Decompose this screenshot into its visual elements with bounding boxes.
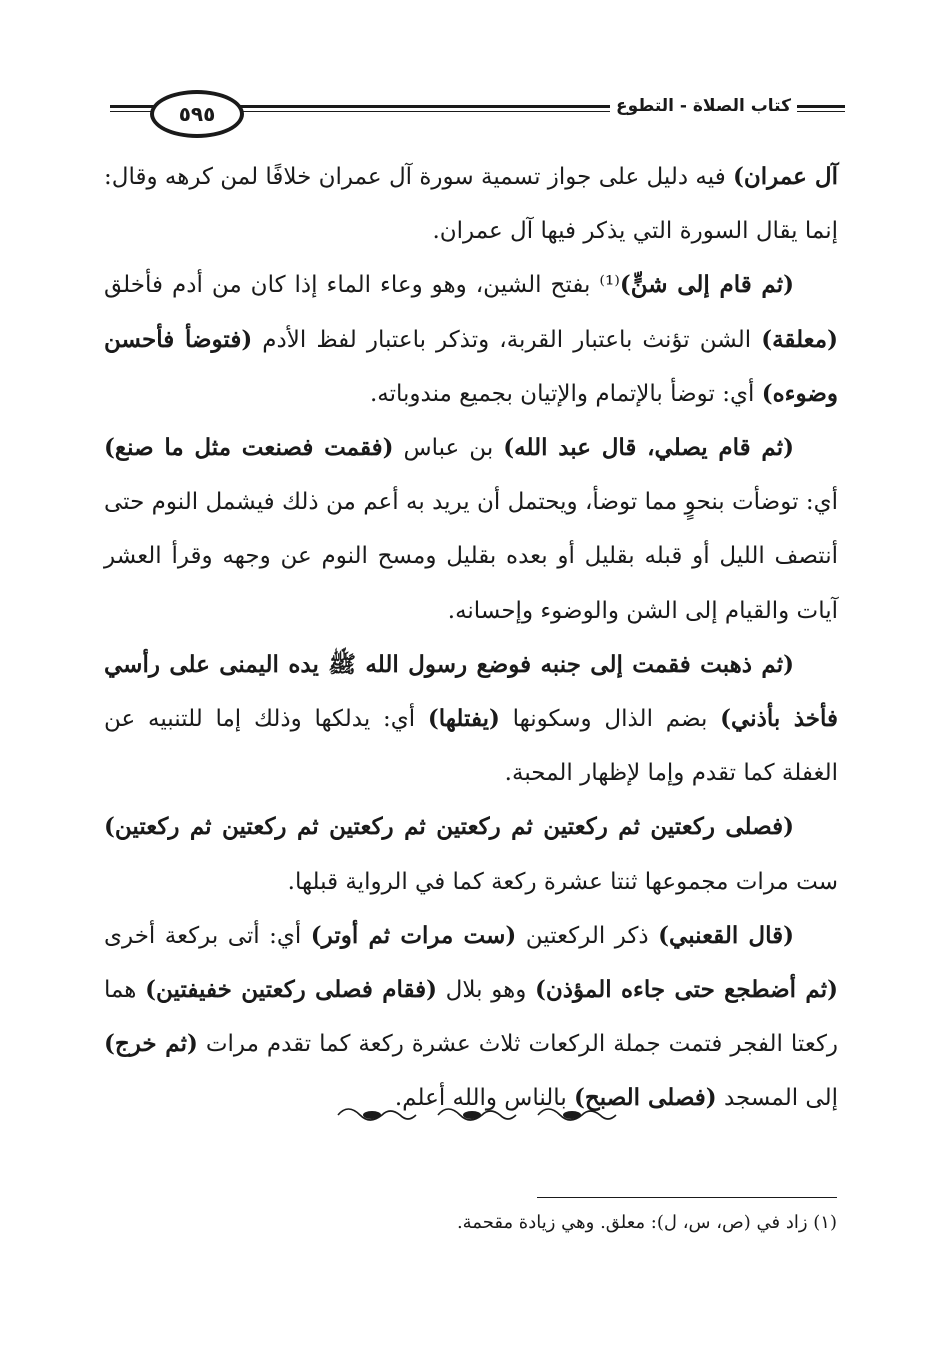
- page-header: [110, 86, 845, 136]
- paragraph: [104, 909, 838, 1126]
- commentary-text: ذكر الركعتين: [516, 922, 659, 949]
- quoted-text: (ثم قام إلى شنٍّ): [619, 271, 794, 299]
- paragraph: [104, 800, 838, 908]
- commentary-text: أي: توضأت بنحوٍ مما توضأ، ويحتمل أن يريد به أعم من ذلك فيشمل النوم حتى أنتصف الليل أو قبله بقليل أو بعده بقليل ومسح النوم عن وجهه وقرأ العشر آيات والقيام إلى الشن والوضوء وإحسانه.: [104, 489, 838, 624]
- footnote-rule: [537, 1197, 837, 1198]
- commentary-text: أي: يدلكها وذلك إما للتنبيه عن الغفلة كما تقدم وإما لإظهار المحبة.: [104, 706, 838, 787]
- commentary-text: بالناس والله أعلم.: [394, 1085, 575, 1112]
- quoted-text: (معلقة): [761, 325, 838, 353]
- commentary-text: أي: توضأ بالإتمام والإتيان بجميع مندوباته.: [369, 380, 762, 407]
- quoted-text: (فتوضأ فأحسن وضوءه): [104, 325, 838, 407]
- commentary-text: الشن تؤنث باعتبار القربة، وتذكر باعتبار لفظ الأدم: [252, 326, 762, 353]
- quoted-text: (فقمت فصنعت مثل ما صنع): [104, 434, 394, 462]
- quoted-text: (ثم خرج): [104, 1030, 198, 1058]
- commentary-text: بضم الذال وسكونها: [499, 706, 721, 733]
- commentary-text: وهو بلال: [437, 977, 536, 1004]
- quoted-text: (قال القعنبي): [658, 921, 794, 949]
- quoted-text: (فقام فصلى ركعتين خفيفتين): [145, 976, 437, 1004]
- commentary-text: بن عباس: [393, 435, 504, 462]
- quoted-text: آل عمران): [733, 163, 838, 190]
- paragraph: [104, 150, 838, 258]
- commentary-text: فيه دليل على جواز تسمية سورة آل عمران خلافًا لمن كرهه وقال: إنما يقال السورة التي يذكر فيها آل عمران.: [103, 164, 838, 245]
- main-text: [104, 150, 838, 1126]
- commentary-text: ⁽¹⁾ بفتح الشين، وهو وعاء الماء إذا كان من أدم فأخلق: [104, 272, 620, 299]
- quoted-text: (ست مرات ثم أوتر): [310, 921, 517, 949]
- paragraph: [104, 638, 838, 801]
- page-number: ٥٩٥: [150, 90, 244, 138]
- commentary-text: أي: أتى بركعة أخرى: [104, 922, 311, 949]
- paragraph: [104, 258, 838, 421]
- quoted-text: (ثم أضطجع حتى جاءه المؤذن): [535, 976, 839, 1004]
- quoted-text: (فصلى الصبح): [574, 1084, 717, 1112]
- quoted-text: (فصلى ركعتين ثم ركعتين ثم ركعتين ثم ركعتين ثم ركعتين ثم ركعتين): [104, 813, 794, 841]
- quoted-text: (ثم قام يصلي، قال عبد الله): [503, 434, 794, 462]
- paragraph: [104, 421, 838, 638]
- commentary-text: إلى المسجد: [716, 1085, 838, 1112]
- footnote: (١) زاد في (ص، س، ل): معلق. وهي زيادة مقحمة.: [456, 1212, 837, 1233]
- quoted-text: (ثم ذهبت فقمت إلى جنبه فوضع رسول الله ﷺ يده اليمنى على رأسي فأخذ بأذني): [104, 650, 838, 733]
- running-title: كتاب الصلاة - التطوع: [610, 96, 797, 116]
- commentary-text: ست مرات مجموعها ثنتا عشرة ركعة كما في الرواية قبلها.: [287, 868, 838, 895]
- commentary-text: هما ركعتا الفجر فتمت جملة الركعات ثلاث عشرة ركعة كما تقدم مرات: [104, 977, 838, 1058]
- section-end-ornament: [330, 1100, 630, 1130]
- quoted-text: (يفتلها): [427, 705, 500, 733]
